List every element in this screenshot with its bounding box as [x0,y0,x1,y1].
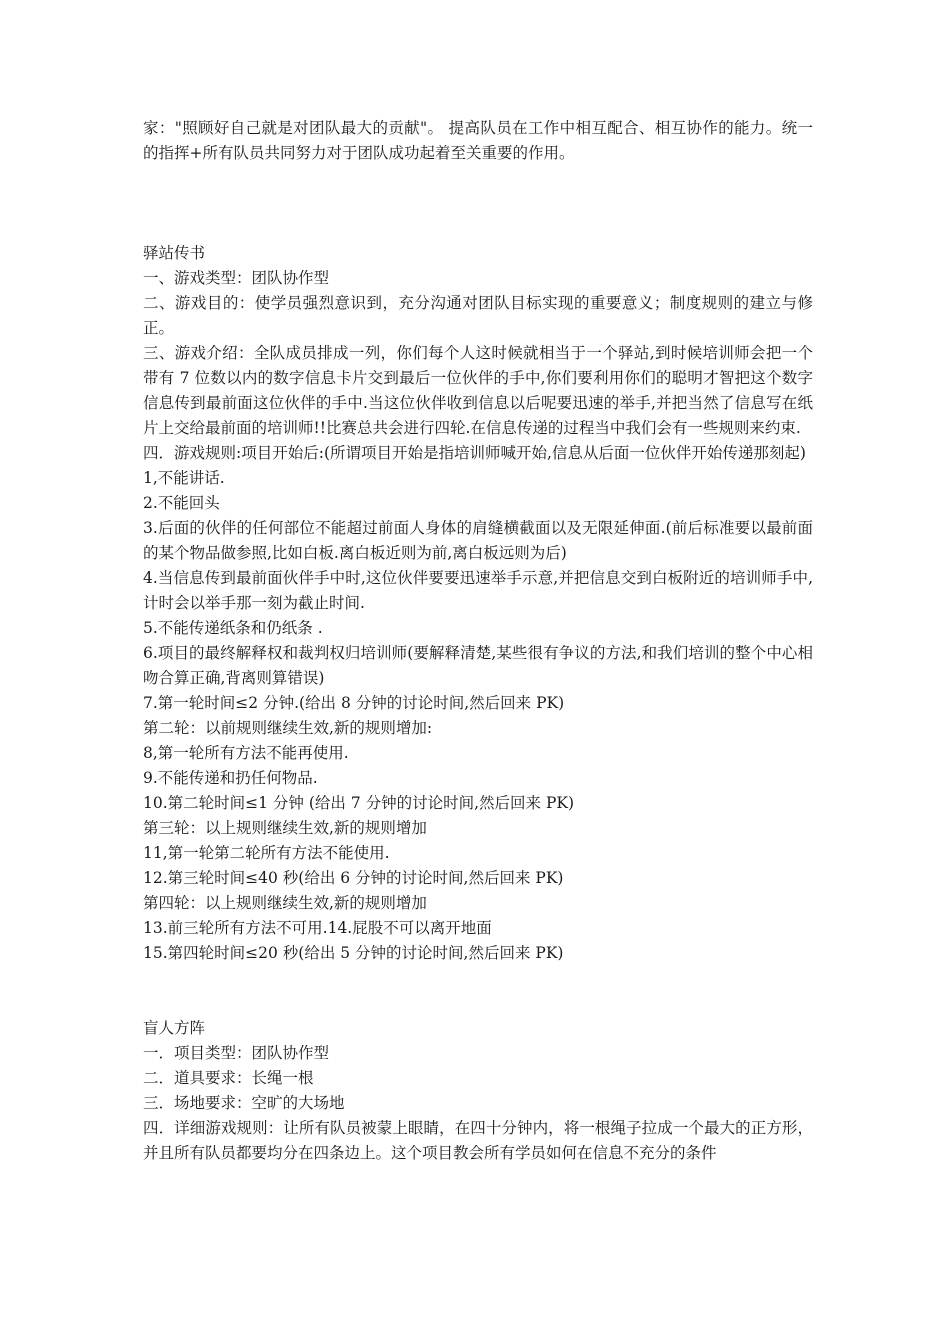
rule-item: 12.第三轮时间≤40 秒(给出 6 分钟的讨论时间,然后回来 PK) [143,869,564,887]
rule-item: 4.当信息传到最前面伙伴手中时,这位伙伴要要迅速举手示意,并把信息交到白板附近的培训师手中,计时会以举手那一刻为截止时间. [143,569,813,612]
rule-item: 15.第四轮时间≤20 秒(给出 5 分钟的讨论时间,然后回来 PK) [143,944,564,962]
paragraph: 一、游戏类型：团队协作型 [143,269,330,287]
rule-item: 10.第二轮时间≤1 分钟 (给出 7 分钟的讨论时间,然后回来 PK) [143,794,575,812]
rule-item: 11,第一轮第二轮所有方法不能使用. [143,844,390,862]
paragraph: 一．项目类型：团队协作型 [143,1044,330,1062]
paragraph: 四．游戏规则:项目开始后:(所谓项目开始是指培训师喊开始,信息从后面一位伙伴开始传递那刻起) [143,444,806,462]
section-relay-message [143,241,813,966]
section-blind-square [143,1016,813,1166]
rule-item: 1,不能讲话. [143,469,225,487]
rule-item: 7.第一轮时间≤2 分钟.(给出 8 分钟的讨论时间,然后回来 PK) [143,694,565,712]
paragraph: 四．详细游戏规则：让所有队员被蒙上眼睛，在四十分钟内，将一根绳子拉成一个最大的正方形，并且所有队员都要均分在四条边上。这个项目教会所有学员如何在信息不充分的条件 [143,1119,813,1162]
rule-item: 8,第一轮所有方法不能再使用. [143,744,349,762]
intro-block [143,116,813,166]
section-title: 驿站传书 [143,244,206,262]
round-heading: 第四轮：以上规则继续生效,新的规则增加 [143,894,427,912]
paragraph: 三．场地要求：空旷的大场地 [143,1094,345,1112]
paragraph: 二、游戏目的：使学员强烈意识到，充分沟通对团队目标实现的重要意义；制度规则的建立与修正。 [143,294,813,337]
rule-item: 5.不能传递纸条和仍纸条 . [143,619,323,637]
rule-item: 6.项目的最终解释权和裁判权归培训师(要解释清楚,某些很有争议的方法,和我们培训的整个中心相吻合算正确,背离则算错误) [143,644,813,687]
paragraph: 三、游戏介绍：全队成员排成一列，你们每个人这时候就相当于一个驿站,到时候培训师会把一个带有 7 位数以内的数字信息卡片交到最后一位伙伴的手中,你们要利用你们的聪明才智把这个数字信息传到最前面这位伙伴的手中.当这位伙伴收到信息以后呢要迅速的举手,并把当然了信息写在纸片上交给最前面的培训师!!比赛总共会进行四轮.在信息传递的过程当中我们会有一些规则来约束. [143,344,813,437]
rule-item: 2.不能回头 [143,494,220,512]
paragraph: 二．道具要求：长绳一根 [143,1069,314,1087]
rule-item: 13.前三轮所有方法不可用.14.屁股不可以离开地面 [143,919,492,937]
document-body [143,116,813,1166]
paragraph: 家："照顾好自己就是对团队最大的贡献"。 提高队员在工作中相互配合、相互协作的能力。统一的指挥+所有队员共同努力对于团队成功起着至关重要的作用。 [143,119,813,162]
rule-item: 9.不能传递和扔任何物品. [143,769,318,787]
round-heading: 第二轮：以前规则继续生效,新的规则增加: [143,719,433,737]
round-heading: 第三轮：以上规则继续生效,新的规则增加 [143,819,427,837]
section-title: 盲人方阵 [143,1019,206,1037]
rule-item: 3.后面的伙伴的任何部位不能超过前面人身体的肩缝横截面以及无限延伸面.(前后标准要以最前面的某个物品做参照,比如白板.离白板近则为前,离白板远则为后) [143,519,813,562]
